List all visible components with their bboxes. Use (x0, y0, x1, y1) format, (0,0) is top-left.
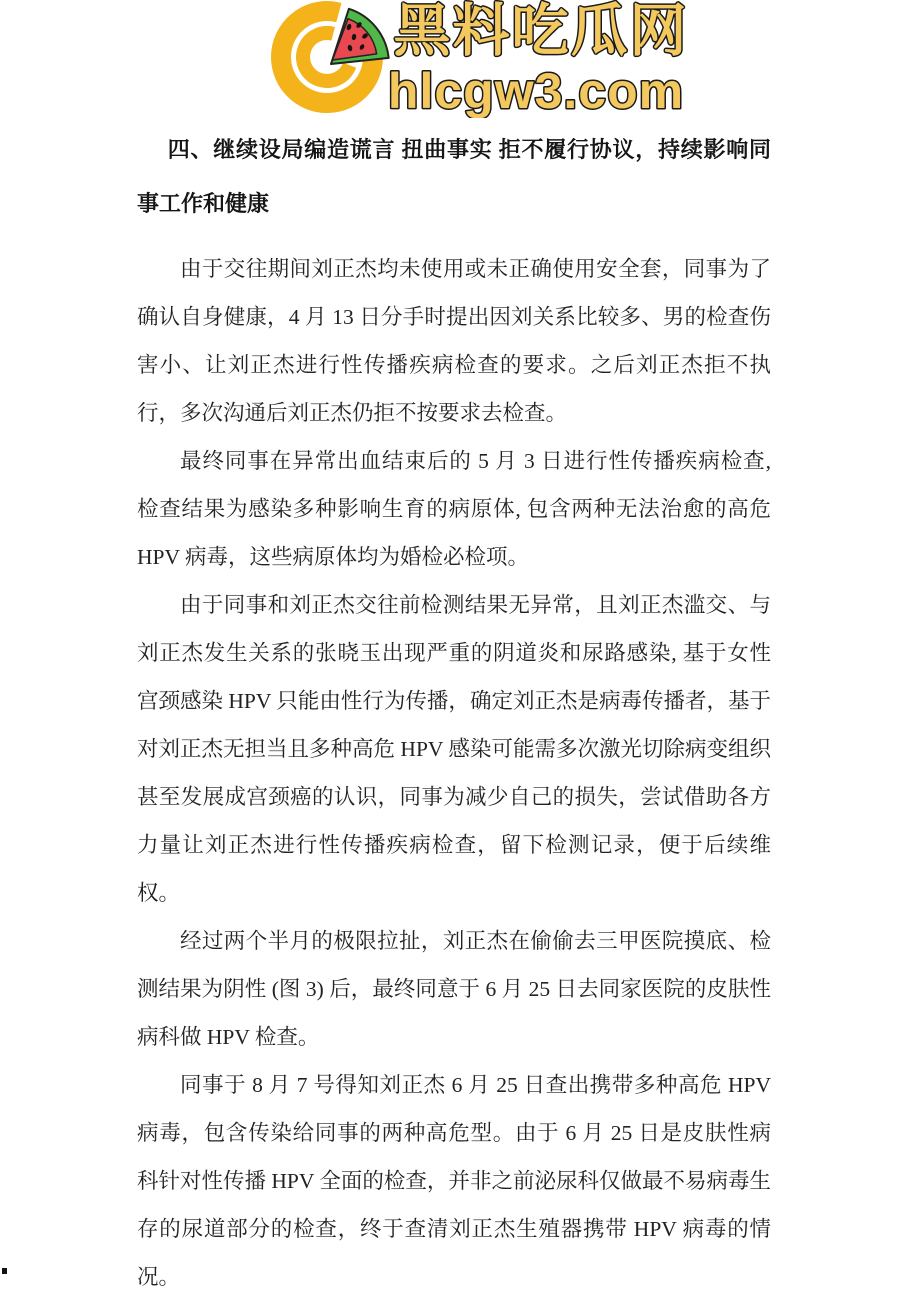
paragraph-2: 最终同事在异常出血结束后的 5 月 3 日进行性传播疾病检查, 检查结果为感染多种影响生育的病原体, 包含两种无法治愈的高危 HPV 病毒，这些病原体均为婚检必检项。 (137, 449, 771, 569)
site-logo-icon (262, 0, 394, 118)
page-artifact-dot (2, 1268, 7, 1274)
paragraph-3: 由于同事和刘正杰交往前检测结果无异常，且刘正杰滥交、与刘正杰发生关系的张晓玉出现严重的阴道炎和尿路感染, 基于女性宫颈感染 HPV 只能由性行为传播，确定刘正杰是病毒传播者，基于对刘正杰无担当且多种高危 HPV 感染可能需多次激光切除病变组织甚至发展成宫颈癌的认识，同事为减少自己的损失，尝试借助各方力量让刘正杰进行性传播疾病检查，留下检测记录，便于后续维权。 (137, 593, 771, 905)
paragraph-5: 同事于 8 月 7 号得知刘正杰 6 月 25 日查出携带多种高危 HPV 病毒，包含传染给同事的两种高危型。由于 6 月 25 日是皮肤性病科针对性传播 HPV 全面的检查，并非之前泌尿科仅做最不易病毒生存的尿道部分的检查，终于查清刘正杰生殖器携带 HPV 病毒的情况。 (137, 1073, 771, 1289)
site-logo-wordmark (386, 0, 696, 118)
paragraph-1: 由于交往期间刘正杰均未使用或未正确使用安全套，同事为了确认自身健康，4 月 13 日分手时提出因刘关系比较多、男的检查伤害小、让刘正杰进行性传播疾病检查的要求。之后刘正杰拒不执行，多次沟通后刘正杰仍拒不按要求去检查。 (137, 257, 771, 425)
site-domain-text: hlcgw3.com (387, 63, 685, 118)
paragraph-4: 经过两个半月的极限拉扯，刘正杰在偷偷去三甲医院摸底、检测结果为阴性 (图 3) 后，最终同意于 6 月 25 日去同家医院的皮肤性病科做 HPV 检查。 (137, 929, 771, 1049)
document-body (0, 123, 905, 1301)
site-name-text: 黑料吃瓜网 (393, 0, 689, 63)
section-heading: 四、继续设局编造谎言 扭曲事实 拒不履行协议，持续影响同事工作和健康 (137, 137, 771, 216)
site-logo-header (0, 0, 905, 118)
